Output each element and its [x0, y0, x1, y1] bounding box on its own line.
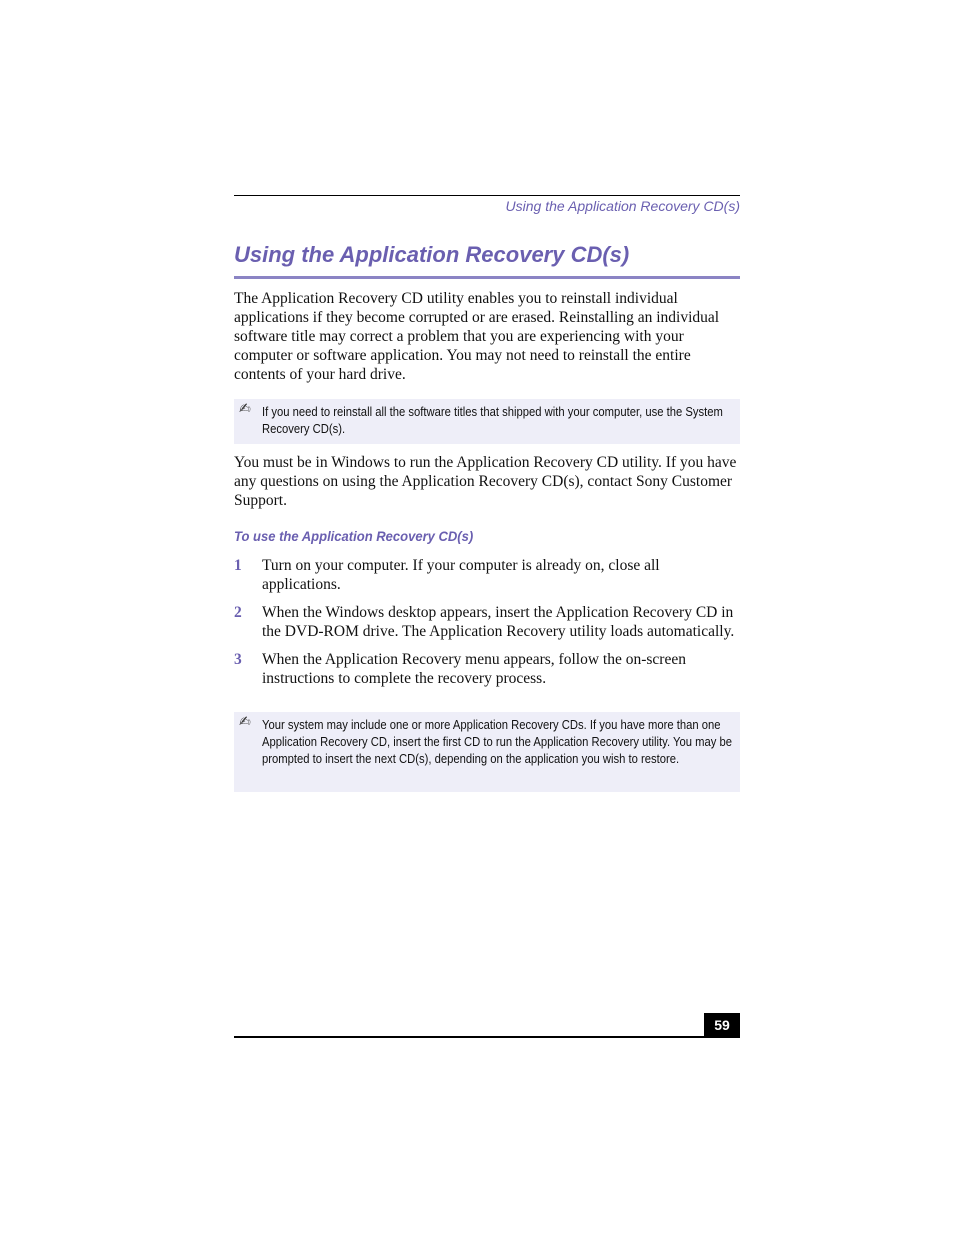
step-text: Turn on your computer. If your computer is already on, close all applications.	[262, 557, 660, 593]
title-underline	[234, 276, 740, 279]
windows-requirement-paragraph: You must be in Windows to run the Application Recovery CD utility. If you have any questions on using the Application Recovery CD(s), contact Sony Customer Support.	[234, 454, 737, 509]
step-number: 1	[234, 557, 242, 574]
header-rule	[234, 195, 740, 196]
step-number: 2	[234, 604, 242, 621]
step-text: When the Application Recovery menu appears, follow the on-screen instructions to complete the recovery process.	[262, 651, 686, 687]
page-title: Using the Application Recovery CD(s)	[234, 242, 630, 267]
pencil-note-icon: ✍	[239, 401, 251, 417]
note-box-multiple-cds	[234, 712, 740, 792]
footer-rule	[234, 1036, 740, 1038]
procedure-heading: To use the Application Recovery CD(s)	[234, 528, 474, 544]
intro-paragraph: The Application Recovery CD utility enables you to reinstall individual applications if they become corrupted or are erased. Reinstalling an individual software title may correct a problem that you are experiencing with your computer or software application. You may not need to reinstall the entire contents of your hard drive.	[234, 290, 720, 383]
step-text: When the Windows desktop appears, insert the Application Recovery CD in the DVD-ROM drive. The Application Recovery utility loads automatically.	[262, 604, 735, 640]
running-header: Using the Application Recovery CD(s)	[505, 198, 740, 214]
note-text: If you need to reinstall all the software titles that shipped with your computer, use the System Recovery CD(s).	[262, 405, 723, 436]
page-number: 59	[704, 1013, 740, 1037]
note-box-system-recovery	[234, 399, 740, 444]
pencil-note-icon: ✍	[239, 714, 251, 730]
note-text: Your system may include one or more Application Recovery CDs. If you have more than one Application Recovery CD, insert the first CD to run the Application Recovery utility. You may be prompted to insert the next CD(s), depending on the application you wish to restore.	[262, 718, 733, 766]
document-page	[234, 0, 740, 1235]
step-number: 3	[234, 651, 242, 668]
